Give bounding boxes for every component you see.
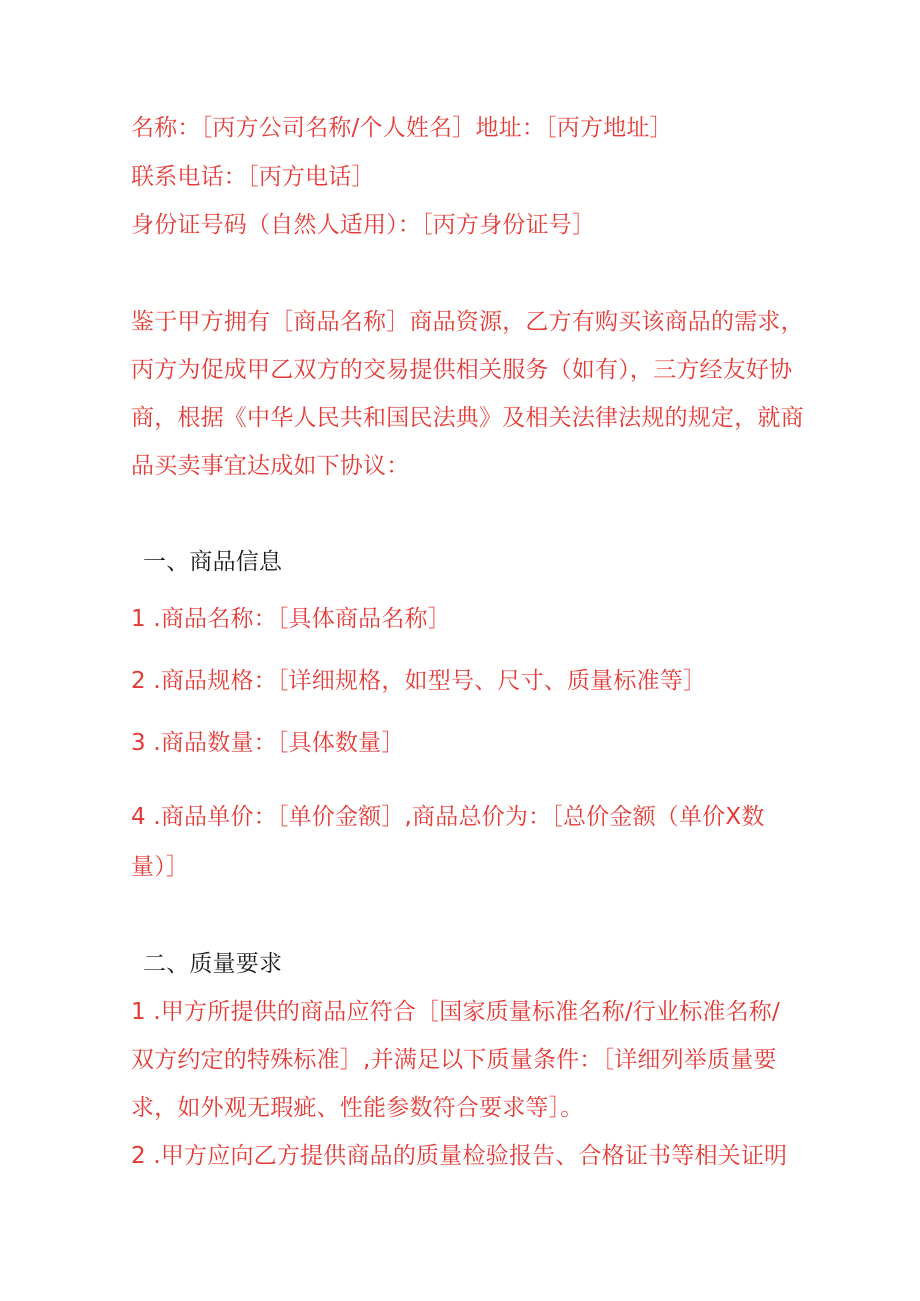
party-c-id-number: 身份证号码（自然人适用）：［丙方身份证号］ (131, 212, 596, 238)
preamble-line: 鉴于甲方拥有［商品名称］商品资源，乙方有购买该商品的需求， (131, 309, 804, 335)
product-info-item: 1 .商品名称：［具体商品名称］ (131, 606, 451, 632)
product-info-item: 量）］ (131, 854, 190, 880)
preamble-line: 品买卖事宜达成如下协议： (131, 453, 410, 479)
preamble-line: 丙方为促成甲乙双方的交易提供相关服务（如有），三方经友好协 (131, 357, 793, 383)
section-heading-quality: 二、质量要求 (143, 951, 283, 977)
quality-item-line: 求，如外观无瑕疵、性能参数符合要求等］。 (131, 1095, 584, 1121)
quality-item-line: 双方约定的特殊标准］,并满足以下质量条件：［详细列举质量要 (131, 1047, 777, 1073)
party-c-phone: 联系电话：［丙方电话］ (131, 164, 375, 190)
preamble-line: 商，根据《中华人民共和国民法典》及相关法律法规的规定，就商 (131, 405, 804, 431)
quality-item-line: 2 .甲方应向乙方提供商品的质量检验报告、合格证书等相关证明 (131, 1143, 788, 1169)
section-heading-product-info: 一、商品信息 (143, 549, 283, 575)
party-c-name-address: 名称：［丙方公司名称/个人姓名］地址：［丙方地址］ (131, 115, 673, 141)
product-info-item: 3 .商品数量：［具体数量］ (131, 730, 405, 756)
product-info-item: 2 .商品规格：［详细规格，如型号、尺寸、质量标准等］ (131, 668, 707, 694)
product-info-item: 4 .商品单价：［单价金额］,商品总价为：［总价金额（单价X数 (131, 804, 765, 830)
quality-item-line: 1 .甲方所提供的商品应符合［国家质量标准名称/行业标准名称/ (131, 999, 780, 1025)
